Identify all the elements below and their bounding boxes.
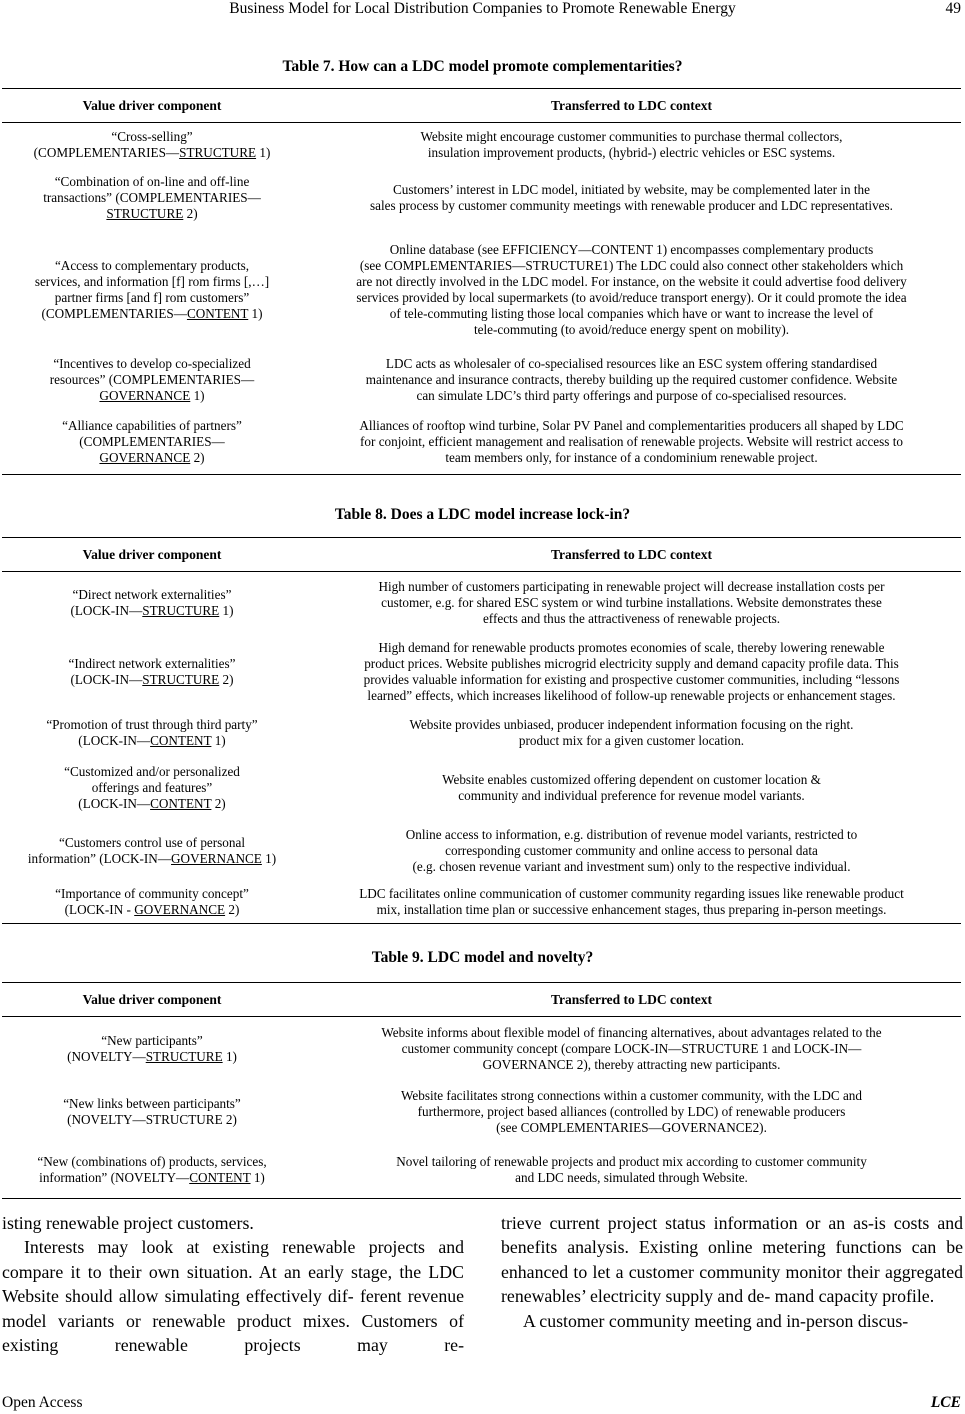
table7-header-col2: Transferred to LDC context	[302, 89, 961, 123]
table7-r1-driver: “Cross-selling” (COMPLEMENTARIES—STRUCTURE 1)	[33, 128, 271, 160]
table7-r5-driver: “Alliance capabilities of partners” (COMPLEMENTARIES— GOVERNANCE 2)	[2, 411, 302, 475]
table9-r1-driver: “New participants” (NOVELTY—STRUCTURE 1)	[67, 1032, 237, 1064]
table-row	[2, 411, 961, 475]
table8-r2-driver: “Indirect network externalities” (LOCK-IN—STRUCTURE 2)	[68, 656, 236, 687]
table-row	[2, 1017, 961, 1081]
table-row	[2, 1143, 961, 1199]
table8-header-col2: Transferred to LDC context	[302, 538, 961, 572]
table8-r3-context: Website provides unbiased, producer independent information focusing on the right. product mix for a given customer location.	[409, 717, 854, 748]
table9-r2-context: Website facilitates strong connections within a customer community, with the LDC and furthermore, project based alliances (controlled by LDC) of renewable producers (see COMPLEMENTARIES—GOVERNANCE2).	[400, 1087, 862, 1135]
table7-r3-context: Online database (see EFFICIENCY—CONTENT 1) encompasses complementary products (see COMPLEMENTARIES—STRUCTURE1) The LDC could also connect other stakeholders which are not directly involved in the LDC model. For instance, on the website it could advertise food delivery services provided by local supermarkets (to avoid/reduce transport energy). Or it could promote the idea of tele-commuting listing those local companies which have or want to increase the level of tele-commuting (to avoid/reduce energy spent on mobility).	[356, 241, 907, 337]
table7-r2-context: Customers’ interest in LDC model, initiated by website, may be complemented later in the sales process by customer community meetings with renewable producer and LDC representatives.	[370, 182, 893, 213]
table8-header-col1: Value driver component	[2, 538, 302, 572]
page-number: 49	[945, 0, 961, 17]
table8-r2-context: High demand for renewable products promotes economies of scale, thereby lowering renewable product prices. Website publishes microgrid electricity supply and demand capacity profile data. This provides valuable information for existing and prospective customer communities, including “lessons learned” effects, which increases likelihood of follow-up renewable projects or enhancement stages.	[363, 640, 900, 703]
body-paragraph: A customer community meeting and in-person discus-	[523, 1310, 909, 1331]
table-row	[2, 1081, 961, 1143]
table7-r2-driver: “Combination of on-line and off-line transactions” (COMPLEMENTARIES— STRUCTURE 2)	[43, 174, 261, 221]
table-row	[2, 634, 961, 711]
table7-r1-context: Website might encourage customer communities to purchase thermal collectors, insulation improvement products, (hybrid-) electric vehicles or ESC systems.	[420, 128, 843, 160]
table-row	[2, 230, 961, 350]
table7-r4-driver: “Incentives to develop co-specialized resources” (COMPLEMENTARIES— GOVERNANCE 1)	[49, 356, 255, 403]
table9	[2, 982, 961, 1199]
table9-r1-context: Website informs about flexible model of financing alternatives, about advantages related to the customer community concept (compare LOCK-IN—STRUCTURE 1 and LOCK-IN— GOVERNANCE 2), thereby attracting new participants.	[381, 1024, 882, 1072]
table8	[2, 537, 961, 924]
table-row	[2, 167, 961, 230]
footer-journal: LCE	[930, 1394, 961, 1411]
table8-r3-driver: “Promotion of trust through third party” (LOCK-IN—CONTENT 1)	[46, 717, 258, 748]
table8-r1-driver: “Direct network externalities” (LOCK-IN—STRUCTURE 1)	[70, 586, 234, 618]
table9-header-col2: Transferred to LDC context	[302, 983, 961, 1017]
table9-header-col1: Value driver component	[2, 983, 302, 1017]
footer-open-access: Open Access	[2, 1394, 83, 1411]
table8-r4-context: Website enables customized offering dependent on customer location & community and individual preference for revenue model variants.	[442, 771, 821, 803]
table-row	[2, 882, 961, 924]
table9-r2-driver: “New links between participants” (NOVELTY—STRUCTURE 2)	[63, 1095, 241, 1127]
table9-caption: Table 9. LDC model and novelty?	[371, 949, 594, 966]
table8-r6-context: LDC facilitates online communication of customer community regarding issues like renewable product mix, installation time plan or successive enhancement stages, thus preparing in-person meetings.	[302, 882, 961, 924]
table7-caption: Table 7. How can a LDC model promote complementarities?	[282, 58, 683, 75]
table8-r1-context: High number of customers participating in renewable project will decrease installation costs per customer, e.g. for shared ESC system or wind turbine installations. Website demonstrates these effects and thus the attractiveness of renewable projects.	[378, 578, 885, 626]
table8-r5-driver: “Customers control use of personal information” (LOCK-IN—GOVERNANCE 1)	[27, 834, 277, 866]
table-row	[2, 350, 961, 411]
body-paragraph: trieve current project status information or an as-is costs and benefits analysis. Existing online metering functions can be enhanced to let a customer community monitor their aggregated renewables’ electricity supply and de- mand capacity profile.	[501, 1213, 963, 1307]
body-left-column	[2, 1211, 464, 1357]
body-right-column	[501, 1211, 963, 1333]
table8-r4-driver: “Customized and/or personalized offerings and features” (LOCK-IN—CONTENT 2)	[64, 763, 240, 811]
table8-r6-driver: “Importance of community concept” (LOCK-IN - GOVERNANCE 2)	[2, 882, 302, 924]
table-row	[2, 756, 961, 820]
table-row	[2, 711, 961, 756]
table8-r5-context: Online access to information, e.g. distribution of revenue model variants, restricted to corresponding customer community and online access to personal data (e.g. chosen revenue variant and investment sum) only to the respective individual.	[405, 826, 858, 874]
table7-r5-context: Alliances of rooftop wind turbine, Solar PV Panel and complementarities producers all shaped by LDC for conjoint, efficient management and realisation of renewable projects. Website will restrict access to team members only, for instance of a condominium renewable project.	[302, 411, 961, 475]
table9-r3-context: Novel tailoring of renewable projects and product mix according to customer community and LDC needs, simulated through Website.	[302, 1143, 961, 1199]
table-row	[2, 123, 961, 167]
running-title: Business Model for Local Distribution Companies to Promote Renewable Energy	[229, 0, 736, 17]
table7-r4-context: LDC acts as wholesaler of co-specialised resources like an ESC system offering standardised maintenance and insurance contracts, thereby building up the required customer confidence. Website can simulate LDC’s third party offerings and purpose of co-specialised resources.	[365, 356, 898, 403]
table7-r3-driver: “Access to complementary products, services, and information [f] rom firms [,…] partner firms [and f] rom customers” (COMPLEMENTARIES—CONTENT 1)	[34, 257, 270, 321]
body-paragraph: Interests may look at existing renewable projects and compare it to their own situation. At an early stage, the LDC Website should allow simulating effectively dif- ferent revenue model variants or renewable product mixes. Customers of existing renewable projects may re-	[2, 1237, 464, 1356]
page-footer	[0, 1394, 965, 1414]
table8-caption: Table 8. Does a LDC model increase lock-in?	[334, 506, 631, 523]
running-header	[0, 0, 965, 22]
table7	[2, 88, 961, 475]
table7-header-col1: Value driver component	[2, 89, 302, 123]
body-paragraph: isting renewable project customers.	[2, 1213, 254, 1233]
table-row	[2, 820, 961, 882]
table9-r3-driver: “New (combinations of) products, services, information” (NOVELTY—CONTENT 1)	[2, 1143, 302, 1199]
table-row	[2, 572, 961, 634]
